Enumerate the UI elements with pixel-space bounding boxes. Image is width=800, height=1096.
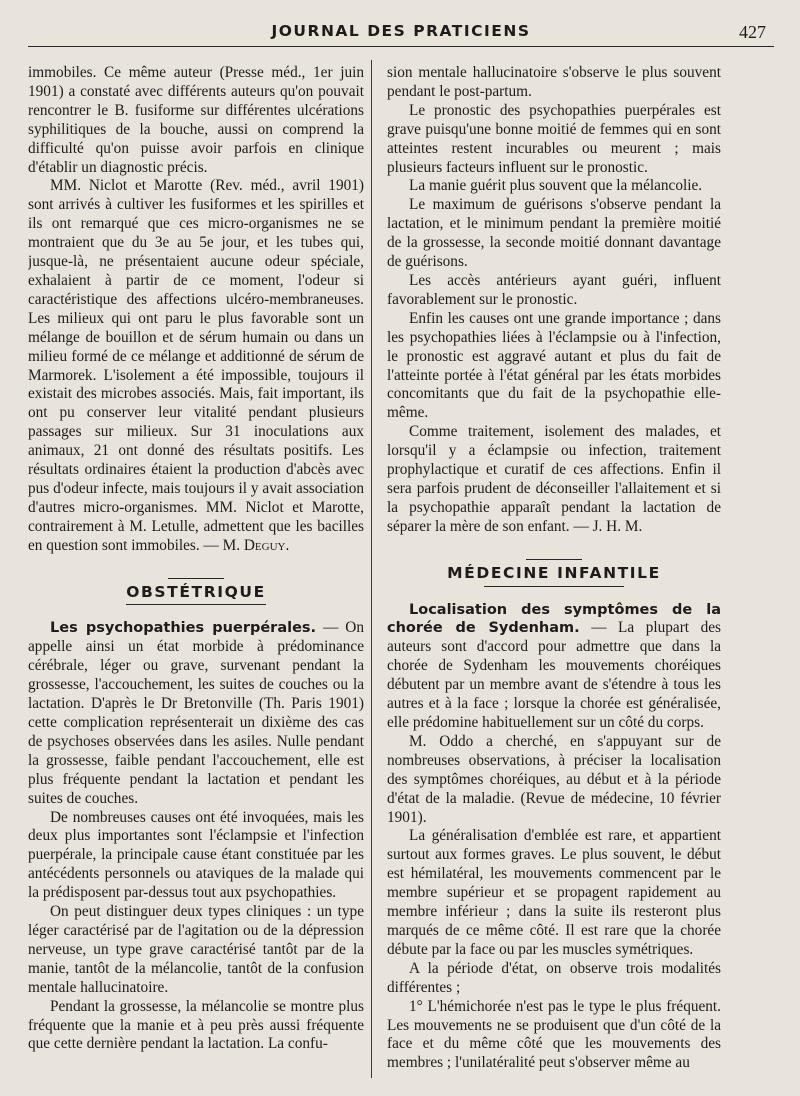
- article-title: Les psychopathies puerpérales.: [50, 620, 317, 637]
- heading-underline: [126, 604, 266, 605]
- journal-title: JOURNAL DES PRATICIENS: [271, 22, 531, 40]
- paragraph: Les psychopathies puerpérales. — On appelle ainsi un état morbide à prédominance cérébrale, léger ou grave, survenant pendant la grossesse, l'accouchement, les suites de couches ou la lactation. D'après le Dr Bretonville (Th. Paris 1901) cette complication représenterait un dixième des cas de psychoses observées dans les asiles. Nulle pendant la grossesse, faible pendant l'accouchement, elle est plus fréquente pendant la lactation et pendant les suites de couches.: [28, 619, 364, 807]
- paragraph: Les accès antérieurs ayant guéri, influent favorablement sur le pronostic.: [387, 271, 721, 308]
- paragraph: Comme traitement, isolement des malades, et lorsqu'il y a éclampsie ou infection, traitement prophylactique et curatif de ces affections. Enfin il sera parfois prudent de déconseiller l'allaitement et si la psychopathie apparaît pendant la lactation de séparer la mère de son enfant. — J. H. M.: [387, 423, 721, 535]
- heading-underline: [484, 586, 624, 587]
- section-heading-obstetrique: [28, 578, 364, 606]
- paragraph: MM. Niclot et Marotte (Rev. méd., avril 1901) sont arrivés à cultiver les fusiformes et les spirilles et ils ont remarqué que ces micro-organismes ne se montraient que du 3e au 5e jour, et les tubes qui, jusque-là, ne présentaient aucune odeur spéciale, exhalaient à partir de ce moment, l'odeur si caractéristique des affections ulcéro-membraneuses. Les milieux qui ont paru le plus favorable sont un mélange de bouillon et de sérum humain ou dans un milieu formé de ce mélange et additionné de sérum de Marmorek. L'isolement a été impossible, toujours il existait des microbes associés. Mais, fait important, ils ont pu conserver leur vitalité pendant plusieurs passages sur milieux. Sur 31 inoculations aux animaux, 21 ont donné des résultats positifs. Les résultats ordinaires étaient la production d'abcès avec pus d'odeur infecte, mais toujours il y avait association d'autres micro-organismes. MM. Niclot et Marotte, contrairement à M. Letulle, admettent que les bacilles en question sont immobiles. — M. Deguy.: [28, 177, 364, 554]
- paragraph: Le pronostic des psychopathies puerpérales est grave puisqu'une bonne moitié de femmes qui en sont atteintes restent incurables ou meurent ; mais plusieurs facteurs influent sur le pronostic.: [387, 101, 721, 176]
- paragraph: M. Oddo a cherché, en s'appuyant sur de nombreuses observations, à préciser la localisation des symptômes choréiques, au début et à la période d'état de la maladie. (Revue de médecine, 10 février 1901).: [387, 732, 721, 826]
- paragraph: On peut distinguer deux types cliniques : un type léger caractérisé par de l'agitation ou de la dépression nerveuse, un type grave caractérisé tantôt par de la manie, tantôt de la mélancolie, tantôt de la confusion mentale hallucinatoire.: [28, 903, 364, 996]
- paragraph: 1° L'hémichorée n'est pas le type le plus fréquent. Les mouvements ne se produisent que d'un côté de la face et du même côté que les mouvements des membres ; l'unilatéralité peut s'observer même au: [387, 997, 721, 1072]
- section-title: MÉDECINE INFANTILE: [447, 563, 661, 582]
- paragraph: La manie guérit plus souvent que la mélancolie.: [409, 177, 703, 195]
- paragraph: Enfin les causes ont une grande importance ; dans les psychopathies liées à l'éclampsie ou à l'infection, le pronostic est aggravé autant et plus du fait de l'atteinte portée à l'état général par les états morbides concomitants que du fait de la psychopathie elle-même.: [387, 309, 721, 422]
- paragraph: De nombreuses causes ont été invoquées, mais les deux plus importantes sont l'éclampsie et l'infection puerpérale, la principale cause étant constituée par les antécédents personnels ou ataviques de la malade qui la prédisposent par-dessus tout aux psychopathies.: [28, 808, 364, 902]
- page-number: 427: [739, 22, 766, 42]
- page-header: [28, 18, 774, 47]
- paragraph: Le maximum de guérisons s'observe pendant la lactation, et le minimum pendant la première moitié de la grossesse, la seconde moitié donnant davantage de guérisons.: [387, 196, 721, 271]
- paragraph: A la période d'état, on observe trois modalités différentes ;: [387, 959, 721, 996]
- paragraph: sion mentale hallucinatoire s'observe le plus souvent pendant le post-partum.: [387, 64, 721, 100]
- paragraph: Pendant la grossesse, la mélancolie se montre plus fréquente que la manie et à peu près aussi fréquente que cette dernière pendant la lactation. La confu-: [28, 997, 364, 1053]
- section-title: OBSTÉTRIQUE: [126, 582, 266, 601]
- author-signature: M. Deguy.: [222, 536, 290, 554]
- column-divider: [371, 60, 372, 1078]
- section-heading-medecine-infantile: [387, 559, 721, 587]
- paragraph: La généralisation d'emblée est rare, et appartient surtout aux formes graves. Le plus souvent, le début est hémilatéral, les mouvements commencent par le membre supérieur et se propagent rapidement au membre inférieur ; dans la suite ils resteront plus marqués de ce même côté. Il est rare que la chorée débute par la face ou par les muscles symétriques.: [387, 827, 721, 958]
- article-title: Localisation des symptômes de la chorée de Sydenham.: [387, 601, 721, 637]
- paragraph: immobiles. Ce même auteur (Presse méd., 1er juin 1901) a constaté avec différents auteurs qu'on pouvait rencontrer le B. fusiforme sur différentes ulcérations syphilitiques de la bouche, aussi on comprend la difficulté qu'on puisse avoir parfois en clinique d'établir un diagnostic précis.: [28, 64, 364, 176]
- left-column: [28, 64, 364, 1086]
- right-column: [387, 64, 721, 1086]
- paragraph: Localisation des symptômes de la chorée de Sydenham. — La plupart des auteurs sont d'accord pour admettre que dans la chorée de Sydenham les mouvements choréiques débutent par un membre avant de s'étendre à tous les autres et à la face ; lorsque la chorée est généralisée, elle prédomine habituellement sur un côté du corps.: [387, 601, 721, 731]
